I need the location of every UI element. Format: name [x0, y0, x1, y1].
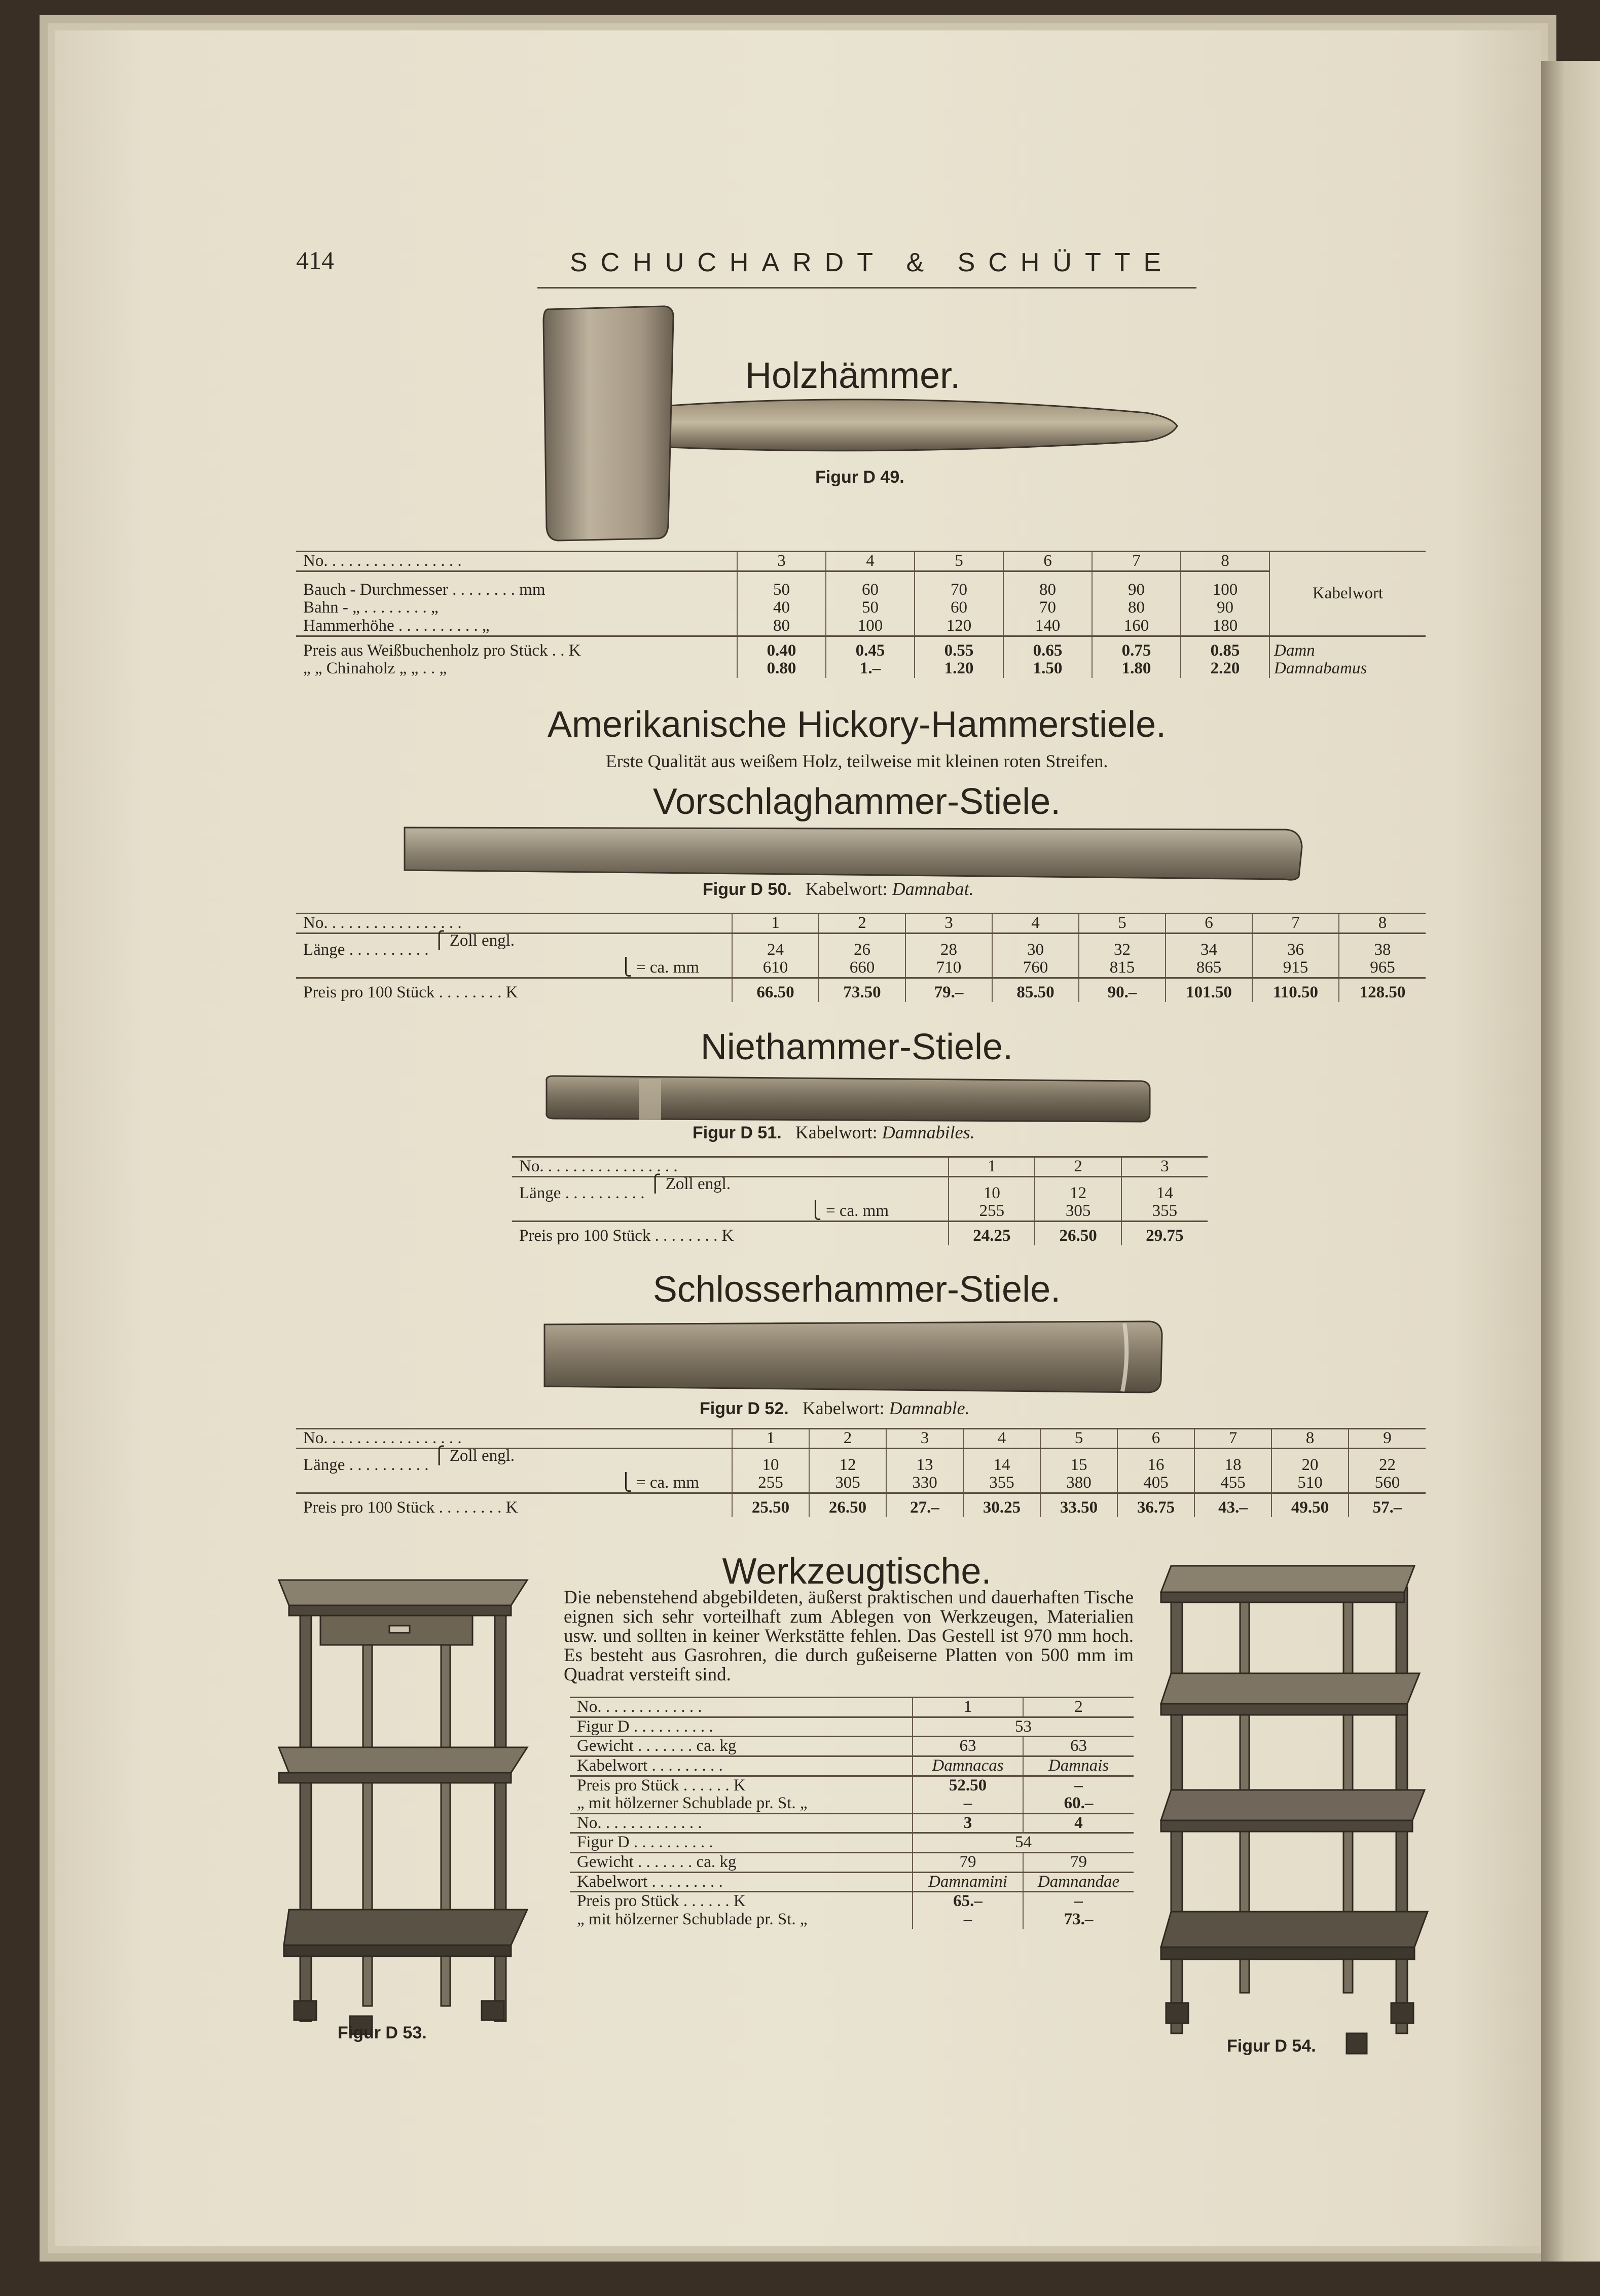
table-cell: 2.20: [1181, 660, 1269, 678]
schlosser-table: [296, 1428, 1426, 1517]
header-rule: [537, 287, 1196, 289]
row-label-no: No. . . . . . . . . . . . . . . . .: [296, 552, 737, 571]
page-title: SCHUCHARDT & SCHÜTTE: [570, 248, 1175, 277]
table-cell: Damnable.: [889, 1398, 970, 1418]
table-cell: 560: [1349, 1474, 1426, 1493]
table-cell: 1.–: [826, 660, 915, 678]
table-cell: 100: [826, 617, 915, 636]
table-cell: 2: [1035, 1157, 1121, 1177]
table-cell: 0.85: [1181, 636, 1269, 660]
table-cell: 380: [1040, 1474, 1117, 1493]
table-cell: Länge . . . . . . . . . .: [303, 940, 429, 959]
table-cell: 52.50: [913, 1776, 1023, 1795]
table-cell: Kabelwort . . . . . . . . .: [570, 1872, 913, 1892]
table-cell: 3: [886, 1429, 963, 1449]
table-cell: No. . . . . . . . . . . . . . . . .: [296, 914, 732, 934]
table-cell: ⎧ Zoll engl.: [432, 1446, 515, 1465]
table-cell: 79: [913, 1853, 1023, 1873]
table-cell: 4: [963, 1429, 1040, 1449]
table-cell: 24.25: [949, 1221, 1035, 1245]
table-cell: „ mit hölzerner Schublade pr. St. „: [577, 1910, 808, 1928]
table-cell: 12: [809, 1448, 886, 1474]
table-cell: 355: [963, 1474, 1040, 1493]
holzhaemmer-table: [296, 551, 1426, 678]
table-cell: Preis pro Stück . . . . . . K: [577, 1776, 746, 1795]
table-cell: 63: [1023, 1737, 1134, 1756]
table-cell: 80: [1003, 571, 1092, 599]
section-title-vorschlag: Vorschlaghammer-Stiele.: [652, 781, 1061, 822]
table-cell: Figur D 52.: [700, 1399, 789, 1418]
table-cell: 305: [809, 1474, 886, 1493]
table-cell: ⎩ = ca. mm: [296, 1474, 732, 1493]
table-cell: 355: [1121, 1202, 1208, 1221]
werkzeugtische-description: Die nebenstehend abgebildeten, äußerst praktischen und dauerhaften Tische eignen sich sehr vorteilhaft zum Ablegen von Werkzeugen, Materialien usw. und sollten in keiner Werkstätte fehlen. Das Gestell ist 970 mm hoch. Es besteht aus Gasrohren, die durch gußeiserne Platten von 500 mm im Quadrat versteift sind.: [564, 1587, 1134, 1685]
table-cell: 36: [1252, 933, 1339, 959]
table-cell: Preis pro 100 Stück . . . . . . . . K: [303, 983, 518, 1001]
table-cell: 33.50: [1040, 1493, 1117, 1517]
niethammer-table: [512, 1156, 1208, 1245]
table-cell: 27.–: [886, 1493, 963, 1517]
table-cell: 0.45: [826, 636, 915, 660]
table-cell: –: [1023, 1776, 1134, 1795]
table-cell: 8: [1271, 1429, 1349, 1449]
table-cell: Kabelwort:: [802, 1398, 885, 1418]
table-cell: 26.50: [1035, 1221, 1121, 1245]
table-cell: 3: [737, 552, 826, 571]
table-cell: 10: [732, 1448, 809, 1474]
table-cell: Preis aus Weißbuchenholz pro Stück . . K: [303, 641, 581, 660]
table-cell: ⎧ Zoll engl.: [648, 1174, 731, 1193]
table-cell: 6: [1166, 914, 1252, 934]
table-cell: No. . . . . . . . . . . . . . . . .: [512, 1157, 949, 1177]
workshop-table-three-shelves-illustration: [1151, 1557, 1440, 2064]
table-cell: 110.50: [1252, 978, 1339, 1001]
table-cell: Damnais: [1023, 1756, 1134, 1776]
table-cell: 510: [1271, 1474, 1349, 1493]
table-cell: 63: [913, 1737, 1023, 1756]
table-cell: 140: [1003, 617, 1092, 636]
section-title-holzhaemmer: Holzhämmer.: [745, 355, 961, 396]
hickory-subtitle: Erste Qualität aus weißem Holz, teilweise mit kleinen roten Streifen.: [605, 751, 1108, 771]
table-cell: Figur D . . . . . . . . . .: [570, 1717, 913, 1737]
table-cell: 26: [819, 933, 905, 959]
table-cell: 405: [1117, 1474, 1194, 1493]
table-cell: 101.50: [1166, 978, 1252, 1001]
table-cell: Damnamini: [913, 1872, 1023, 1892]
table-cell: 3: [913, 1813, 1023, 1833]
table-cell: 760: [992, 959, 1079, 978]
wooden-mallet-illustration: [537, 304, 1191, 543]
table-cell: No. . . . . . . . . . . . .: [570, 1813, 913, 1833]
table-cell: Figur D 50.: [703, 880, 792, 899]
table-cell: 3: [905, 914, 992, 934]
table-cell: 85.50: [992, 978, 1079, 1001]
next-page-edge: [1541, 61, 1600, 2262]
table-cell: Damnabamus: [1269, 660, 1426, 678]
table-cell: 915: [1252, 959, 1339, 978]
table-cell: ⎩ = ca. mm: [296, 959, 732, 978]
figure-caption-d52: [700, 1397, 970, 1419]
table-cell: 34: [1166, 933, 1252, 959]
section-title-werkzeugtische: Werkzeugtische.: [722, 1551, 992, 1592]
table-cell: 18: [1194, 1448, 1271, 1474]
table-cell: 90.–: [1079, 978, 1166, 1001]
table-cell: 70: [915, 571, 1003, 599]
table-cell: 70: [1003, 599, 1092, 617]
table-cell: Bauch - Durchmesser . . . . . . . . mm: [303, 580, 546, 599]
table-cell: 1: [913, 1698, 1023, 1717]
table-cell: –: [913, 1911, 1023, 1929]
table-cell: 73.50: [819, 978, 905, 1001]
table-cell: 0.80: [737, 660, 826, 678]
table-cell: 7: [1092, 552, 1181, 571]
table-cell: 8: [1339, 914, 1426, 934]
table-cell: Figur D . . . . . . . . . .: [570, 1833, 913, 1853]
table-cell: 50: [826, 599, 915, 617]
table-cell: 660: [819, 959, 905, 978]
table-cell: 49.50: [1271, 1493, 1349, 1517]
table-cell: 1: [732, 914, 819, 934]
table-cell: 180: [1181, 617, 1269, 636]
table-cell: 160: [1092, 617, 1181, 636]
table-cell: 815: [1079, 959, 1166, 978]
table-cell: 12: [1035, 1176, 1121, 1202]
table-cell: Länge . . . . . . . . . .: [519, 1183, 645, 1202]
table-cell: 0.65: [1003, 636, 1092, 660]
table-cell: 120: [915, 617, 1003, 636]
table-cell: 2: [819, 914, 905, 934]
table-cell: 20: [1271, 1448, 1349, 1474]
table-cell: Gewicht . . . . . . . ca. kg: [570, 1737, 913, 1756]
table-cell: Kabelwort:: [805, 879, 888, 899]
table-cell: Kabelwort . . . . . . . . .: [570, 1756, 913, 1776]
table-cell: „ mit hölzerner Schublade pr. St. „: [570, 1795, 913, 1813]
table-cell: 7: [1252, 914, 1339, 934]
table-cell: 610: [732, 959, 819, 978]
figure-caption-d51: [693, 1122, 975, 1143]
table-cell: 73.–: [1023, 1911, 1134, 1929]
table-cell: 3: [1121, 1157, 1208, 1177]
table-cell: 30.25: [963, 1493, 1040, 1517]
table-cell: 10: [949, 1176, 1035, 1202]
table-cell: 965: [1339, 959, 1426, 978]
table-cell: 57.–: [1349, 1493, 1426, 1517]
table-cell: 90: [1181, 599, 1269, 617]
table-cell: 15: [1040, 1448, 1117, 1474]
table-cell: 66.50: [732, 978, 819, 1001]
table-cell: 50: [737, 571, 826, 599]
table-cell: 7: [1194, 1429, 1271, 1449]
section-title-hickory: Amerikanische Hickory-Hammerstiele.: [547, 704, 1167, 745]
table-cell: 865: [1166, 959, 1252, 978]
table-cell: Damnabat.: [892, 879, 974, 899]
table-cell: 29.75: [1121, 1221, 1208, 1245]
table-cell: „ „ Chinaholz „ „ . . „: [303, 659, 447, 678]
figure-caption-d50: [703, 878, 974, 900]
table-cell: 0.55: [915, 636, 1003, 660]
table-cell: 22: [1349, 1448, 1426, 1474]
table-cell: Länge . . . . . . . . . .: [303, 1455, 429, 1474]
table-cell: –: [1023, 1892, 1134, 1911]
figure-caption-d53: Figur D 53.: [338, 2023, 427, 2042]
table-cell: 13: [886, 1448, 963, 1474]
table-cell: No. . . . . . . . . . . . . . . . .: [296, 1429, 732, 1449]
table-cell: 100: [1181, 571, 1269, 599]
table-cell: 255: [949, 1202, 1035, 1221]
table-cell: 8: [1181, 552, 1269, 571]
table-cell: ⎩ = ca. mm: [512, 1202, 949, 1221]
table-cell: Preis pro 100 Stück . . . . . . . . K: [303, 1498, 518, 1517]
table-cell: 6: [1003, 552, 1092, 571]
table-cell: 80: [1092, 599, 1181, 617]
table-cell: 16: [1117, 1448, 1194, 1474]
table-cell: 1.50: [1003, 660, 1092, 678]
table-cell: 38: [1339, 933, 1426, 959]
table-cell: 0.40: [737, 636, 826, 660]
table-cell: 79: [1023, 1853, 1134, 1873]
table-cell: Figur D 51.: [693, 1123, 782, 1142]
table-cell: 36.75: [1117, 1493, 1194, 1517]
table-cell: 26.50: [809, 1493, 886, 1517]
table-cell: 5: [1040, 1429, 1117, 1449]
table-cell: 255: [732, 1474, 809, 1493]
table-cell: Preis pro Stück . . . . . . K: [577, 1892, 746, 1911]
table-cell: 14: [963, 1448, 1040, 1474]
table-cell: 2: [809, 1429, 886, 1449]
table-cell: 1: [949, 1157, 1035, 1177]
figure-caption-d49: Figur D 49.: [815, 468, 904, 487]
table-cell: Hammerhöhe . . . . . . . . . . „: [296, 617, 737, 636]
figure-caption-d54: Figur D 54.: [1227, 2036, 1316, 2056]
table-cell: 54: [913, 1833, 1134, 1853]
table-cell: Damnabiles.: [882, 1122, 975, 1142]
table-cell: 60.–: [1023, 1795, 1134, 1813]
table-cell: Damn: [1269, 636, 1426, 660]
table-cell: 28: [905, 933, 992, 959]
table-cell: 53: [913, 1717, 1134, 1737]
kabelwort-header: Kabelwort: [1269, 552, 1426, 636]
table-cell: 4: [992, 914, 1079, 934]
table-cell: 14: [1121, 1176, 1208, 1202]
table-cell: 128.50: [1339, 978, 1426, 1001]
werkzeugtische-table: [570, 1697, 1134, 1929]
table-cell: 24: [732, 933, 819, 959]
page-number: 414: [296, 246, 334, 274]
table-cell: Gewicht . . . . . . . ca. kg: [570, 1853, 913, 1873]
table-cell: 25.50: [732, 1493, 809, 1517]
table-cell: 1.20: [915, 660, 1003, 678]
table-cell: 32: [1079, 933, 1166, 959]
table-cell: 60: [915, 599, 1003, 617]
table-cell: 0.75: [1092, 636, 1181, 660]
table-cell: 40: [737, 599, 826, 617]
table-cell: 79.–: [905, 978, 992, 1001]
table-cell: 9: [1349, 1429, 1426, 1449]
table-cell: Preis pro 100 Stück . . . . . . . . K: [519, 1226, 734, 1245]
table-cell: 2: [1023, 1698, 1134, 1717]
table-cell: No. . . . . . . . . . . . .: [570, 1698, 913, 1717]
section-title-niethammer: Niethammer-Stiele.: [700, 1027, 1013, 1067]
table-cell: 30: [992, 933, 1079, 959]
section-title-schlosser: Schlosserhammer-Stiele.: [652, 1269, 1061, 1310]
table-cell: 330: [886, 1474, 963, 1493]
table-cell: 1: [732, 1429, 809, 1449]
table-cell: 90: [1092, 571, 1181, 599]
table-cell: 4: [826, 552, 915, 571]
table-cell: –: [913, 1795, 1023, 1813]
sledgehammer-handle-illustration: [404, 827, 1303, 882]
table-cell: 43.–: [1194, 1493, 1271, 1517]
table-cell: Damnacas: [913, 1756, 1023, 1776]
table-cell: 455: [1194, 1474, 1271, 1493]
table-cell: 6: [1117, 1429, 1194, 1449]
table-cell: 60: [826, 571, 915, 599]
table-cell: Bahn - „ . . . . . . . . „: [303, 598, 439, 617]
workshop-table-with-drawer-illustration: [274, 1560, 537, 2041]
table-cell: 4: [1023, 1813, 1134, 1833]
table-cell: Kabelwort:: [795, 1122, 878, 1142]
table-cell: 1.80: [1092, 660, 1181, 678]
table-cell: 80: [737, 617, 826, 636]
table-cell: 65.–: [913, 1892, 1023, 1911]
table-cell: Damnandae: [1023, 1872, 1134, 1892]
table-cell: ⎧ Zoll engl.: [432, 931, 515, 950]
table-cell: 305: [1035, 1202, 1121, 1221]
riveting-hammer-handle-illustration: [543, 1074, 1152, 1125]
locksmith-hammer-handle-illustration: [541, 1320, 1164, 1394]
vorschlag-table: [296, 913, 1426, 1002]
table-cell: 710: [905, 959, 992, 978]
table-cell: 5: [915, 552, 1003, 571]
table-cell: 5: [1079, 914, 1166, 934]
